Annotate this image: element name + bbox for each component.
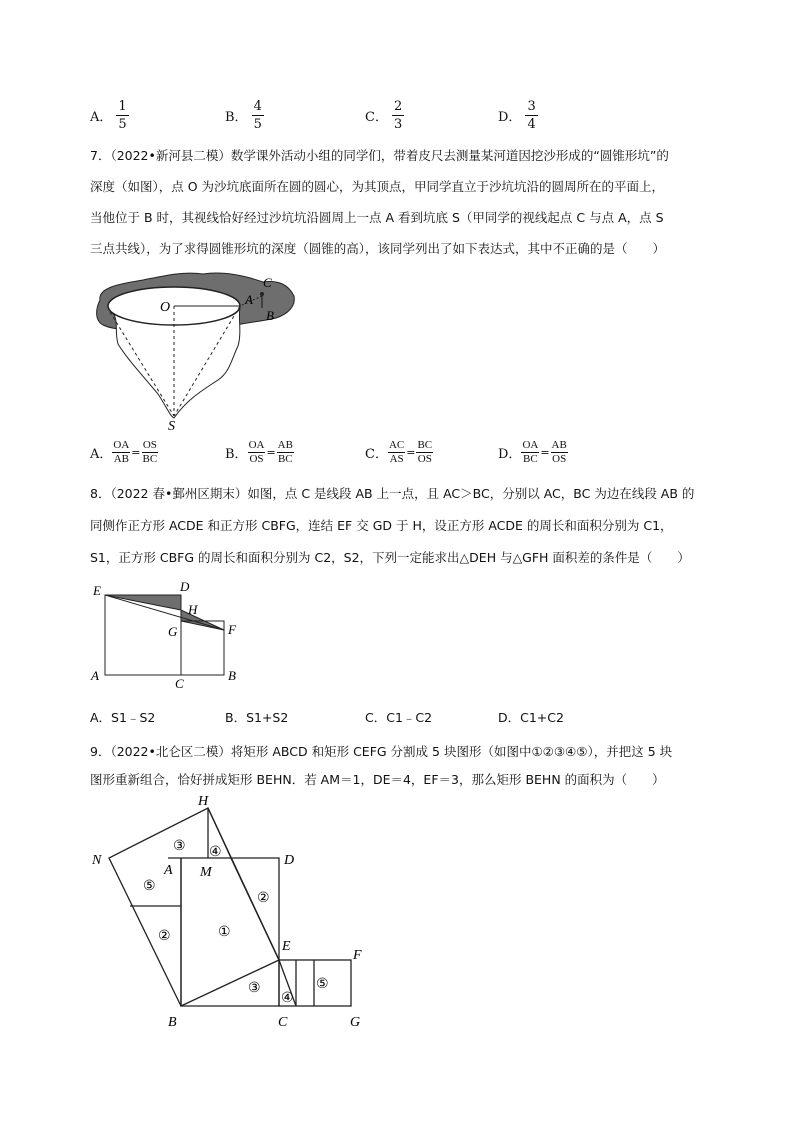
- q8-squares-figure: [88, 578, 248, 690]
- q7-line-1: 7．（2022•新河县二模）数学课外活动小组的同学们，带着皮尺去测量某河道因挖沙形成的“圆锥形坑”的: [90, 148, 669, 163]
- label-f: F: [228, 622, 236, 637]
- q7-option-b[interactable]: B． $\frac{OA}{OS}$ = $\frac{AB}{BC}$: [225, 439, 293, 465]
- label-a: A: [91, 668, 99, 683]
- q9-line-1: 9．（2022•北仑区二模）将矩形 ABCD 和矩形 CEFG 分割成 5 块图形（如图中①②③④⑤），并把这 5 块: [90, 744, 673, 759]
- label-n: N: [92, 853, 102, 868]
- label-b: B: [266, 308, 274, 323]
- q8-line-3: S1，正方形 CBFG 的周长和面积分别为 C2，S2，下列一定能求出△DEH 与△GFH 面积差的条件是（ ）: [90, 550, 690, 565]
- label-s: S: [168, 419, 175, 433]
- piece-4-bottom: ④: [281, 991, 294, 1006]
- prev-option-c[interactable]: C． $\frac{2}{3}$: [365, 99, 403, 132]
- q9-rectangles-figure: [88, 792, 378, 1032]
- label-m: M: [200, 865, 212, 880]
- label-a: A: [245, 292, 253, 307]
- label-g: G: [168, 624, 178, 639]
- piece-4-top: ④: [209, 845, 222, 860]
- q7-line-3: 当他位于 B 时，其视线恰好经过沙坑坑沿圆周上一点 A 看到坑底 S（甲同学的视线起点 C 与点 A，点 S: [90, 210, 664, 225]
- piece-2-left: ②: [158, 929, 171, 944]
- triangle-deh-shade: [105, 595, 181, 610]
- q7-cone-pit-figure: [88, 268, 308, 433]
- prev-option-d[interactable]: D． $\frac{3}{4}$: [498, 99, 536, 132]
- label-e: E: [93, 583, 101, 598]
- q8-line-1: 8．（2022 春•鄞州区期末）如图，点 C 是线段 AB 上一点，且 AC＞BC，分别以 AC，BC 为边在线段 AB 的: [90, 486, 695, 501]
- q7-option-c[interactable]: C． $\frac{AC}{AS}$ = $\frac{BC}{OS}$: [365, 439, 433, 465]
- label-f: F: [353, 948, 362, 963]
- label-c: C: [263, 275, 272, 290]
- q8-option-a[interactable]: A．S1﹣S2: [90, 710, 156, 725]
- q8-option-b[interactable]: B．S1+S2: [225, 710, 289, 725]
- q7-line-2: 深度（如图），点 O 为沙坑底面所在圆的圆心，为其顶点，甲同学直立于沙坑坑沿的圆周所在的平面上，: [90, 179, 665, 194]
- prev-option-a[interactable]: A． $\frac{1}{5}$: [90, 99, 127, 132]
- q8-line-2: 同侧作正方形 ACDE 和正方形 CBFG，连结 EF 交 GD 于 H，设正方形 ACDE 的周长和面积分别为 C1，: [90, 518, 673, 533]
- label-d: D: [180, 579, 190, 594]
- label-o: O: [160, 300, 171, 315]
- label-e: E: [282, 939, 291, 954]
- piece-3-top: ③: [173, 839, 186, 854]
- label-d: D: [284, 853, 295, 868]
- q8-option-c[interactable]: C．C1﹣C2: [365, 710, 433, 725]
- label-b: B: [168, 1015, 177, 1030]
- label-a: A: [164, 863, 173, 878]
- label-h: H: [188, 602, 198, 617]
- piece-5-right: ⑤: [316, 977, 329, 992]
- q8-option-d[interactable]: D．C1+C2: [498, 710, 564, 725]
- prev-option-b[interactable]: B． $\frac{4}{5}$: [225, 99, 262, 132]
- q9-line-2: 图形重新组合，恰好拼成矩形 BEHN．若 AM＝1，DE＝4，EF＝3，那么矩形 BEHN 的面积为（ ）: [90, 772, 665, 787]
- label-h: H: [198, 794, 209, 809]
- label-c: C: [175, 676, 184, 690]
- piece-3-bottom: ③: [248, 981, 261, 996]
- label-c: C: [278, 1015, 288, 1030]
- q7-option-d[interactable]: D． $\frac{OA}{BC}$ = $\frac{AB}{OS}$: [498, 439, 567, 465]
- q7-option-a[interactable]: A． $\frac{OA}{AB}$ = $\frac{OS}{BC}$: [90, 439, 158, 465]
- piece-5-left: ⑤: [143, 879, 156, 894]
- q7-line-4: 三点共线），为了求得圆锥形坑的深度（圆锥的高），该同学列出了如下表达式，其中不正确的是（ ）: [90, 241, 666, 256]
- person-head: [260, 292, 264, 296]
- label-b: B: [228, 668, 236, 683]
- segment-in-abcd: [231, 858, 279, 960]
- label-g: G: [350, 1015, 361, 1030]
- piece-2-right: ②: [257, 891, 270, 906]
- piece-1-center: ①: [218, 925, 231, 940]
